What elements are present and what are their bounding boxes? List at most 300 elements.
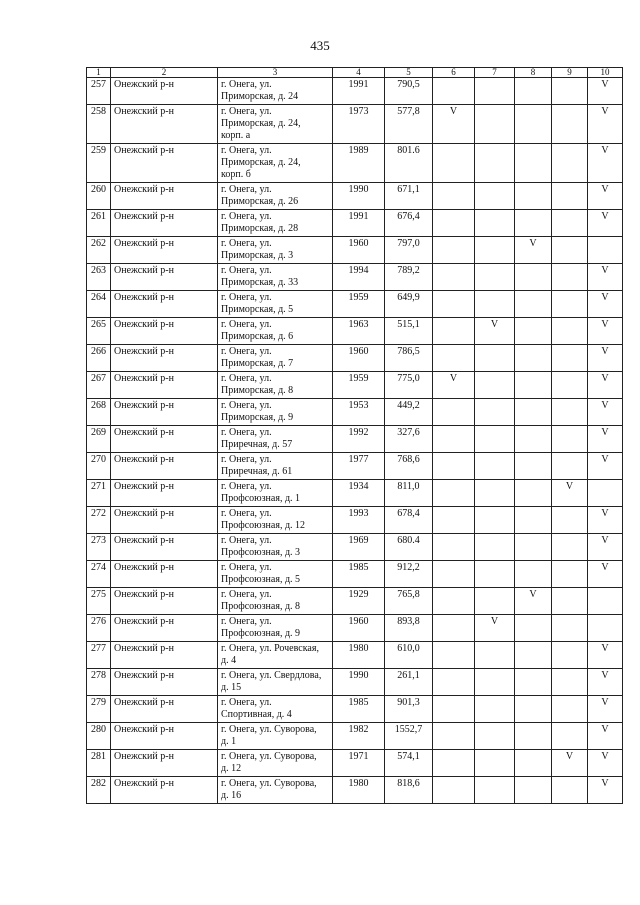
row-number: 257: [87, 78, 111, 105]
year-cell: 1963: [333, 318, 385, 345]
mark-cell: [433, 237, 475, 264]
address-line: г. Онега, ул. Свердлова,: [221, 670, 322, 681]
address-line: г. Онега, ул.: [221, 373, 272, 384]
mark-cell: [588, 480, 623, 507]
address-line: Приречная, д. 57: [221, 439, 293, 450]
table-row: [87, 507, 623, 534]
district-cell: Онежский р-н: [111, 453, 218, 480]
district-cell: Онежский р-н: [111, 750, 218, 777]
district-cell: Онежский р-н: [111, 264, 218, 291]
mark-cell: [552, 183, 588, 210]
mark-cell: [515, 144, 552, 183]
mark-cell: [433, 723, 475, 750]
row-number: 266: [87, 345, 111, 372]
address-line: г. Онега, ул.: [221, 292, 272, 303]
address-line: г. Онега, ул.: [221, 616, 272, 627]
table-row: [87, 588, 623, 615]
column-header: 9: [552, 68, 588, 78]
mark-cell: V: [588, 78, 623, 105]
address-line: Приречная, д. 61: [221, 466, 293, 477]
mark-cell: V: [433, 105, 475, 144]
address-line: д. 12: [221, 763, 242, 774]
mark-cell: V: [588, 144, 623, 183]
mark-cell: V: [433, 372, 475, 399]
mark-cell: [552, 210, 588, 237]
year-cell: 1959: [333, 372, 385, 399]
table-row: [87, 144, 623, 183]
area-cell: 797,0: [385, 237, 433, 264]
district-cell: Онежский р-н: [111, 615, 218, 642]
mark-cell: V: [588, 264, 623, 291]
mark-cell: [552, 723, 588, 750]
area-cell: 680.4: [385, 534, 433, 561]
mark-cell: [552, 291, 588, 318]
mark-cell: [515, 777, 552, 804]
area-cell: 577,8: [385, 105, 433, 144]
address-line: г. Онега, ул.: [221, 265, 272, 276]
district-cell: Онежский р-н: [111, 210, 218, 237]
mark-cell: [552, 507, 588, 534]
address-cell: [218, 723, 333, 750]
row-number: 272: [87, 507, 111, 534]
mark-cell: [475, 588, 515, 615]
year-cell: 1959: [333, 291, 385, 318]
address-cell: [218, 453, 333, 480]
row-number: 273: [87, 534, 111, 561]
mark-cell: [552, 372, 588, 399]
district-cell: Онежский р-н: [111, 291, 218, 318]
year-cell: 1960: [333, 237, 385, 264]
area-cell: 676,4: [385, 210, 433, 237]
year-cell: 1985: [333, 561, 385, 588]
address-cell: [218, 615, 333, 642]
mark-cell: V: [588, 561, 623, 588]
address-line: г. Онега, ул.: [221, 346, 272, 357]
mark-cell: [515, 345, 552, 372]
row-number: 271: [87, 480, 111, 507]
column-header: 7: [475, 68, 515, 78]
mark-cell: [433, 507, 475, 534]
column-header: 6: [433, 68, 475, 78]
mark-cell: [515, 372, 552, 399]
mark-cell: [552, 399, 588, 426]
column-header: 5: [385, 68, 433, 78]
row-number: 278: [87, 669, 111, 696]
mark-cell: V: [588, 372, 623, 399]
address-line: Профсоюзная, д. 12: [221, 520, 306, 531]
mark-cell: [475, 210, 515, 237]
mark-cell: [475, 696, 515, 723]
address-line: г. Онега, ул.: [221, 145, 272, 156]
address-line: г. Онега, ул. Суворова,: [221, 724, 317, 735]
address-line: д. 1: [221, 736, 237, 747]
row-number: 280: [87, 723, 111, 750]
district-cell: Онежский р-н: [111, 723, 218, 750]
address-cell: [218, 480, 333, 507]
address-cell: [218, 642, 333, 669]
mark-cell: [552, 588, 588, 615]
row-number: 282: [87, 777, 111, 804]
address-cell: [218, 78, 333, 105]
table-row: [87, 210, 623, 237]
address-line: г. Онега, ул.: [221, 79, 272, 90]
address-cell: [218, 144, 333, 183]
area-cell: 649,9: [385, 291, 433, 318]
address-cell: [218, 750, 333, 777]
address-line: Профсоюзная, д. 9: [221, 628, 301, 639]
year-cell: 1934: [333, 480, 385, 507]
mark-cell: [515, 426, 552, 453]
mark-cell: V: [588, 318, 623, 345]
mark-cell: [475, 669, 515, 696]
district-cell: Онежский р-н: [111, 480, 218, 507]
year-cell: 1960: [333, 345, 385, 372]
row-number: 274: [87, 561, 111, 588]
district-cell: Онежский р-н: [111, 426, 218, 453]
mark-cell: [552, 615, 588, 642]
area-cell: 768,6: [385, 453, 433, 480]
area-cell: 449,2: [385, 399, 433, 426]
row-number: 279: [87, 696, 111, 723]
year-cell: 1992: [333, 426, 385, 453]
row-number: 259: [87, 144, 111, 183]
column-header: 4: [333, 68, 385, 78]
table-row: [87, 696, 623, 723]
address-line: Приморская, д. 28: [221, 223, 299, 234]
row-number: 277: [87, 642, 111, 669]
mark-cell: [433, 183, 475, 210]
mark-cell: [475, 183, 515, 210]
district-cell: Онежский р-н: [111, 669, 218, 696]
address-line: корп. б: [221, 169, 251, 180]
address-line: Приморская, д. 5: [221, 304, 294, 315]
mark-cell: V: [588, 750, 623, 777]
district-cell: Онежский р-н: [111, 144, 218, 183]
mark-cell: [552, 78, 588, 105]
area-cell: 775,0: [385, 372, 433, 399]
mark-cell: [515, 750, 552, 777]
district-cell: Онежский р-н: [111, 534, 218, 561]
area-cell: 671,1: [385, 183, 433, 210]
mark-cell: [433, 615, 475, 642]
mark-cell: [433, 291, 475, 318]
year-cell: 1991: [333, 210, 385, 237]
address-line: г. Онега, ул.: [221, 400, 272, 411]
mark-cell: [433, 453, 475, 480]
address-cell: [218, 588, 333, 615]
district-cell: Онежский р-н: [111, 105, 218, 144]
mark-cell: [475, 399, 515, 426]
table-row: [87, 264, 623, 291]
mark-cell: [433, 561, 475, 588]
table-row: [87, 318, 623, 345]
row-number: 265: [87, 318, 111, 345]
address-line: Приморская, д. 8: [221, 385, 294, 396]
address-line: г. Онега, ул. Суворова,: [221, 751, 317, 762]
mark-cell: [433, 210, 475, 237]
row-number: 261: [87, 210, 111, 237]
table-row: [87, 372, 623, 399]
address-line: г. Онега, ул. Рочевская,: [221, 643, 319, 654]
row-number: 275: [87, 588, 111, 615]
mark-cell: [515, 78, 552, 105]
mark-cell: V: [588, 723, 623, 750]
district-cell: Онежский р-н: [111, 642, 218, 669]
address-line: г. Онега, ул.: [221, 211, 272, 222]
address-cell: [218, 669, 333, 696]
column-header: 1: [87, 68, 111, 78]
district-cell: Онежский р-н: [111, 318, 218, 345]
column-header: 10: [588, 68, 623, 78]
district-cell: Онежский р-н: [111, 345, 218, 372]
mark-cell: [552, 318, 588, 345]
table-row: [87, 750, 623, 777]
address-line: Приморская, д. 9: [221, 412, 294, 423]
mark-cell: [515, 615, 552, 642]
address-line: Приморская, д. 26: [221, 196, 299, 207]
year-cell: 1990: [333, 183, 385, 210]
table-row: [87, 453, 623, 480]
mark-cell: V: [588, 183, 623, 210]
area-cell: 765,8: [385, 588, 433, 615]
mark-cell: [515, 480, 552, 507]
table-row: [87, 78, 623, 105]
address-line: г. Онега, ул. Суворова,: [221, 778, 317, 789]
mark-cell: V: [515, 237, 552, 264]
mark-cell: V: [552, 750, 588, 777]
mark-cell: [433, 777, 475, 804]
mark-cell: [552, 105, 588, 144]
mark-cell: [433, 588, 475, 615]
row-number: 263: [87, 264, 111, 291]
row-number: 262: [87, 237, 111, 264]
mark-cell: [515, 264, 552, 291]
mark-cell: [515, 399, 552, 426]
row-number: 260: [87, 183, 111, 210]
mark-cell: [588, 588, 623, 615]
table-row: [87, 183, 623, 210]
table-row: [87, 426, 623, 453]
table-row: [87, 345, 623, 372]
address-line: д. 4: [221, 655, 237, 666]
area-cell: 678,4: [385, 507, 433, 534]
year-cell: 1989: [333, 144, 385, 183]
mark-cell: [515, 642, 552, 669]
mark-cell: [552, 453, 588, 480]
mark-cell: V: [475, 318, 515, 345]
area-cell: 811,0: [385, 480, 433, 507]
mark-cell: [475, 642, 515, 669]
address-line: г. Онега, ул.: [221, 589, 272, 600]
address-line: г. Онега, ул.: [221, 238, 272, 249]
table-row: [87, 399, 623, 426]
mark-cell: V: [515, 588, 552, 615]
mark-cell: V: [588, 399, 623, 426]
row-number: 267: [87, 372, 111, 399]
mark-cell: V: [475, 615, 515, 642]
table-row: [87, 561, 623, 588]
mark-cell: [433, 399, 475, 426]
mark-cell: [552, 426, 588, 453]
mark-cell: [515, 507, 552, 534]
mark-cell: V: [588, 291, 623, 318]
address-cell: [218, 183, 333, 210]
mark-cell: [475, 291, 515, 318]
year-cell: 1929: [333, 588, 385, 615]
table-row: [87, 480, 623, 507]
address-line: Профсоюзная, д. 3: [221, 547, 301, 558]
address-line: д. 16: [221, 790, 242, 801]
district-cell: Онежский р-н: [111, 696, 218, 723]
area-cell: 912,2: [385, 561, 433, 588]
mark-cell: V: [552, 480, 588, 507]
column-header: 8: [515, 68, 552, 78]
mark-cell: [515, 534, 552, 561]
address-cell: [218, 561, 333, 588]
page-number: 435: [310, 38, 330, 53]
area-cell: 515,1: [385, 318, 433, 345]
mark-cell: V: [588, 210, 623, 237]
table-row: [87, 105, 623, 144]
year-cell: 1990: [333, 669, 385, 696]
address-cell: [218, 345, 333, 372]
address-line: Профсоюзная, д. 5: [221, 574, 301, 585]
mark-cell: [433, 426, 475, 453]
mark-cell: [515, 669, 552, 696]
row-number: 276: [87, 615, 111, 642]
mark-cell: [552, 696, 588, 723]
mark-cell: [475, 144, 515, 183]
year-cell: 1977: [333, 453, 385, 480]
district-cell: Онежский р-н: [111, 777, 218, 804]
mark-cell: [552, 561, 588, 588]
mark-cell: [552, 345, 588, 372]
address-line: г. Онега, ул.: [221, 562, 272, 573]
mark-cell: [433, 78, 475, 105]
district-cell: Онежский р-н: [111, 588, 218, 615]
column-header: 3: [218, 68, 333, 78]
address-line: г. Онега, ул.: [221, 454, 272, 465]
year-cell: 1969: [333, 534, 385, 561]
address-line: д. 15: [221, 682, 242, 693]
mark-cell: [475, 453, 515, 480]
mark-cell: [552, 777, 588, 804]
mark-cell: [588, 615, 623, 642]
mark-cell: [475, 750, 515, 777]
address-line: г. Онега, ул.: [221, 481, 272, 492]
address-cell: [218, 318, 333, 345]
year-cell: 1960: [333, 615, 385, 642]
mark-cell: [475, 507, 515, 534]
row-number: 270: [87, 453, 111, 480]
district-cell: Онежский р-н: [111, 372, 218, 399]
mark-cell: V: [588, 345, 623, 372]
year-cell: 1994: [333, 264, 385, 291]
mark-cell: V: [588, 105, 623, 144]
area-cell: 574,1: [385, 750, 433, 777]
table-row: [87, 615, 623, 642]
district-cell: Онежский р-н: [111, 237, 218, 264]
mark-cell: [552, 144, 588, 183]
address-cell: [218, 105, 333, 144]
mark-cell: [515, 723, 552, 750]
address-line: г. Онега, ул.: [221, 319, 272, 330]
column-header: 2: [111, 68, 218, 78]
mark-cell: [433, 642, 475, 669]
area-cell: 818,6: [385, 777, 433, 804]
address-line: Профсоюзная, д. 8: [221, 601, 301, 612]
mark-cell: V: [588, 426, 623, 453]
row-number: 264: [87, 291, 111, 318]
address-line: Профсоюзная, д. 1: [221, 493, 301, 504]
district-cell: Онежский р-н: [111, 183, 218, 210]
mark-cell: [433, 345, 475, 372]
mark-cell: [475, 345, 515, 372]
address-line: Приморская, д. 33: [221, 277, 299, 288]
mark-cell: [475, 264, 515, 291]
area-cell: 610,0: [385, 642, 433, 669]
address-line: г. Онега, ул.: [221, 697, 272, 708]
mark-cell: [433, 750, 475, 777]
header-row: [87, 68, 623, 78]
address-line: корп. а: [221, 130, 251, 141]
table-row: [87, 669, 623, 696]
year-cell: 1991: [333, 78, 385, 105]
mark-cell: [515, 105, 552, 144]
area-cell: 261,1: [385, 669, 433, 696]
address-cell: [218, 291, 333, 318]
mark-cell: [433, 696, 475, 723]
mark-cell: [515, 696, 552, 723]
year-cell: 1980: [333, 777, 385, 804]
mark-cell: [433, 264, 475, 291]
address-cell: [218, 210, 333, 237]
area-cell: 901,3: [385, 696, 433, 723]
mark-cell: [475, 777, 515, 804]
year-cell: 1973: [333, 105, 385, 144]
mark-cell: [515, 453, 552, 480]
row-number: 268: [87, 399, 111, 426]
year-cell: 1993: [333, 507, 385, 534]
mark-cell: [515, 183, 552, 210]
district-cell: Онежский р-н: [111, 561, 218, 588]
row-number: 281: [87, 750, 111, 777]
district-cell: Онежский р-н: [111, 399, 218, 426]
address-line: г. Онега, ул.: [221, 535, 272, 546]
mark-cell: [475, 426, 515, 453]
address-line: Приморская, д. 3: [221, 250, 294, 261]
mark-cell: [552, 642, 588, 669]
housing-table: [86, 67, 623, 804]
mark-cell: V: [588, 453, 623, 480]
table-row: [87, 291, 623, 318]
mark-cell: [433, 480, 475, 507]
mark-cell: [515, 291, 552, 318]
mark-cell: [475, 372, 515, 399]
mark-cell: V: [588, 642, 623, 669]
address-line: Приморская, д. 24: [221, 91, 299, 102]
address-cell: [218, 237, 333, 264]
address-line: г. Онега, ул.: [221, 106, 272, 117]
address-line: Приморская, д. 6: [221, 331, 294, 342]
address-line: г. Онега, ул.: [221, 184, 272, 195]
address-cell: [218, 399, 333, 426]
mark-cell: V: [588, 696, 623, 723]
mark-cell: V: [588, 777, 623, 804]
district-cell: Онежский р-н: [111, 507, 218, 534]
mark-cell: V: [588, 534, 623, 561]
address-cell: [218, 507, 333, 534]
